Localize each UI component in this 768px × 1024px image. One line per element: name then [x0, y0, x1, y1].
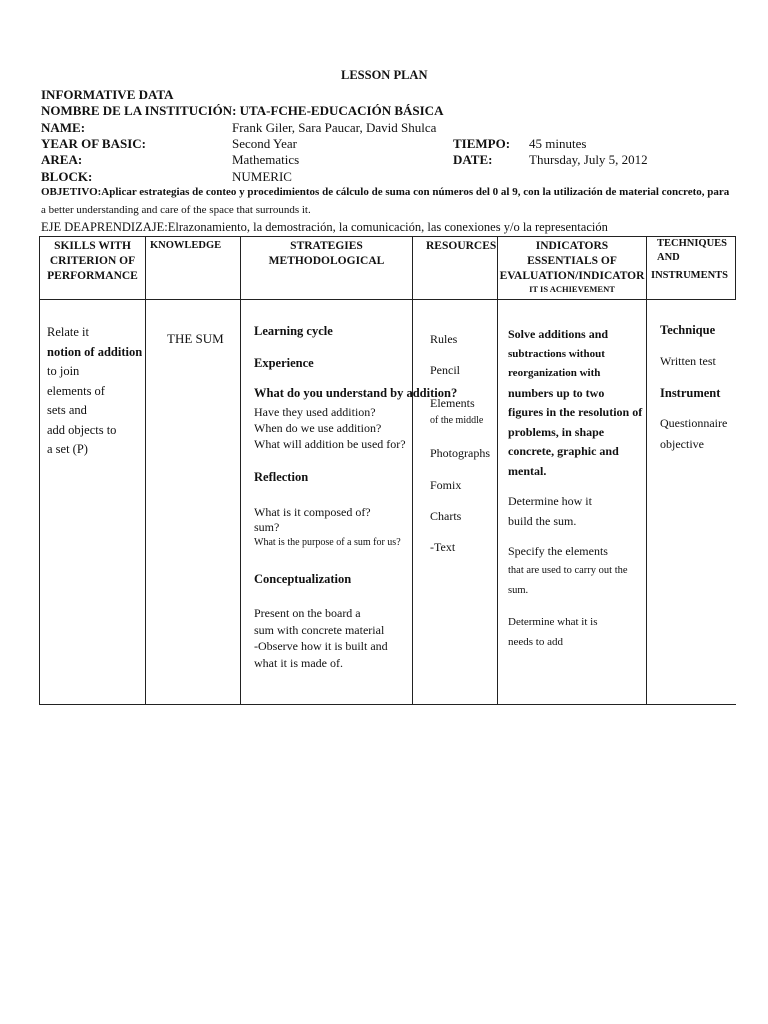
instrument-objective: objective: [660, 437, 704, 451]
header-indicators-sub: IT IS ACHIEVEMENT: [529, 283, 615, 294]
document-title: LESSON PLAN: [341, 68, 428, 82]
technique-label: Technique: [660, 323, 716, 337]
tiempo-label: TIEMPO:: [453, 136, 511, 151]
institution-label: NOMBRE DE LA INSTITUCIÓN:: [41, 103, 237, 118]
skills-cell: Relate it notion of addition to join elements of sets and add objects to a set (P): [47, 325, 143, 456]
strategy-experience: Experience: [254, 356, 314, 370]
date-value: Thursday, July 5, 2012: [529, 152, 648, 167]
resource-elements: Elements: [430, 396, 475, 410]
header-strategies: STRATEGIES METHODOLOGICAL: [268, 240, 385, 267]
resource-photographs: Photographs: [430, 446, 490, 460]
instrument-questionnaire: Questionnaire: [660, 416, 728, 430]
header-resources: RESOURCES: [426, 240, 497, 252]
area-label: AREA:: [41, 152, 83, 167]
name-value: Frank Giler, Sara Paucar, David Shulca: [232, 120, 437, 135]
knowledge-cell: THE SUM: [167, 331, 224, 346]
strategy-reflection-questions: What is it composed of? sum? What is the purpose of a sum for us?: [254, 505, 401, 548]
technique-written-test: Written test: [660, 354, 716, 368]
indicator-main: Solve additions and subtractions without reorganization with numbers up to two figures in the resolution of problems, in shape concrete, graphic and mental.: [508, 327, 643, 478]
block-value: NUMERIC: [232, 169, 292, 184]
area-value: Mathematics: [232, 152, 300, 167]
objetivo-text: Aplicar estrategias de conteo y procedimientos de cálculo de suma con números del 0 al 9, con la utilización de material concreto, para: [101, 186, 730, 198]
indicator-what: Determine what it is needs to add: [508, 616, 598, 648]
strategy-question: What do you understand by addition?: [254, 386, 458, 400]
resource-fomix: Fomix: [430, 478, 462, 492]
objetivo-row: [41, 187, 729, 198]
strategy-learning-cycle: Learning cycle: [254, 324, 333, 338]
objetivo-label: OBJETIVO:: [41, 186, 102, 198]
indicator-determine: Determine how it build the sum.: [508, 494, 592, 528]
indicator-specify: Specify the elements that are used to carry out the sum.: [508, 544, 628, 596]
strategy-experience-questions: Have they used addition? When do we use addition? What will addition be used for?: [254, 405, 406, 451]
eje-aprendizaje: EJE DEAPRENDIZAJE:Elrazonamiento, la demostración, la comunicación, las conexiones y/o la representación: [41, 220, 608, 234]
date-label: DATE:: [453, 152, 493, 167]
header-indicators: INDICATORS ESSENTIALS OF EVALUATION/INDICATOR IT IS ACHIEVEMENT: [499, 240, 645, 294]
resource-charts: Charts: [430, 509, 462, 523]
header-techniques: TECHNIQUES AND INSTRUMENTS: [651, 238, 729, 282]
year-value: Second Year: [232, 136, 297, 151]
block-label: BLOCK:: [41, 169, 93, 184]
institution-row: [41, 104, 443, 117]
institution-value: UTA-FCHE-EDUCACIÓN BÁSICA: [239, 103, 444, 118]
resource-text: -Text: [430, 540, 456, 554]
resource-elements-middle: of the middle: [430, 415, 484, 426]
instrument-label: Instrument: [660, 386, 721, 400]
tiempo-value: 45 minutes: [529, 136, 587, 151]
strategy-conceptualization: Conceptualization: [254, 572, 352, 586]
header-knowledge: KNOWLEDGE: [150, 240, 222, 251]
strategy-reflection: Reflection: [254, 470, 309, 484]
strategy-conceptualization-text: Present on the board a sum with concrete material -Observe how it is built and what it is made of.: [254, 606, 388, 670]
name-label: NAME:: [41, 120, 86, 135]
section-heading: INFORMATIVE DATA: [41, 87, 174, 102]
objetivo-continued: a better understanding and care of the space that surrounds it.: [41, 204, 311, 216]
resource-rules: Rules: [430, 332, 458, 346]
resource-pencil: Pencil: [430, 363, 460, 377]
year-label: YEAR OF BASIC:: [41, 136, 146, 151]
header-skills: SKILLS WITH CRITERION OF PERFORMANCE: [47, 240, 138, 282]
